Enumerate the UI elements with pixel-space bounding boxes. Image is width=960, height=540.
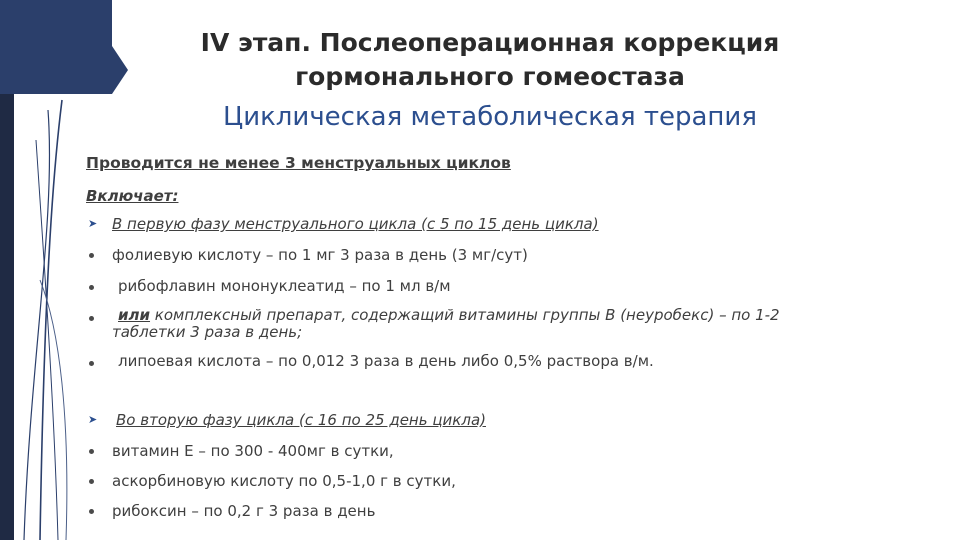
slide-title: IV этап. Послеоперационная коррекция гормонального гомеостаза bbox=[200, 28, 780, 91]
bullet-dot bbox=[89, 361, 94, 366]
decor-line-1 bbox=[40, 100, 62, 540]
decor-line-4 bbox=[40, 280, 67, 540]
list-item-continuation: таблетки 3 раза в день; bbox=[112, 323, 303, 341]
bullet-dot bbox=[89, 253, 94, 258]
phase2-label: Во вторую фазу цикла (с 16 по 25 день цикла) bbox=[116, 411, 486, 429]
list-item: фолиевую кислоту – по 1 мг 3 раза в день (3 мг/сут) bbox=[112, 246, 528, 264]
slide-subtitle: Циклическая метаболическая терапия bbox=[223, 102, 757, 132]
list-item: рибоксин – по 0,2 г 3 раза в день bbox=[112, 502, 376, 520]
left-bar bbox=[0, 0, 14, 540]
section-heading: Проводится не менее 3 менструальных циклов bbox=[86, 154, 511, 172]
bullet-dot bbox=[89, 316, 94, 321]
arrow-bullet-icon: ➤ bbox=[88, 413, 98, 426]
bullet-dot bbox=[89, 509, 94, 514]
list-item bbox=[118, 306, 780, 324]
bullet-dot bbox=[89, 449, 94, 454]
list-item: витамин Е – по 300 - 400мг в сутки, bbox=[112, 442, 394, 460]
bullet-dot bbox=[89, 479, 94, 484]
list-item: липоевая кислота – по 0,012 3 раза в день либо 0,5% раствора в/м. bbox=[118, 352, 654, 370]
includes-label: Включает: bbox=[86, 187, 179, 205]
decor-line-2 bbox=[24, 110, 50, 540]
decor-line-3 bbox=[36, 140, 58, 540]
list-item: рибофлавин мононуклеатид – по 1 мл в/м bbox=[118, 277, 451, 295]
bullet-dot bbox=[89, 285, 94, 290]
or-keyword: или bbox=[118, 306, 151, 324]
title-arrow-shape bbox=[0, 0, 128, 94]
arrow-bullet-icon: ➤ bbox=[88, 217, 98, 230]
list-item: аскорбиновую кислоту по 0,5-1,0 г в сутки, bbox=[112, 472, 456, 490]
complex-drug-text: комплексный препарат, содержащий витамины группы В (неуробекс) – по 1-2 bbox=[154, 306, 780, 324]
phase1-label: В первую фазу менструального цикла (с 5 по 15 день цикла) bbox=[112, 215, 599, 233]
